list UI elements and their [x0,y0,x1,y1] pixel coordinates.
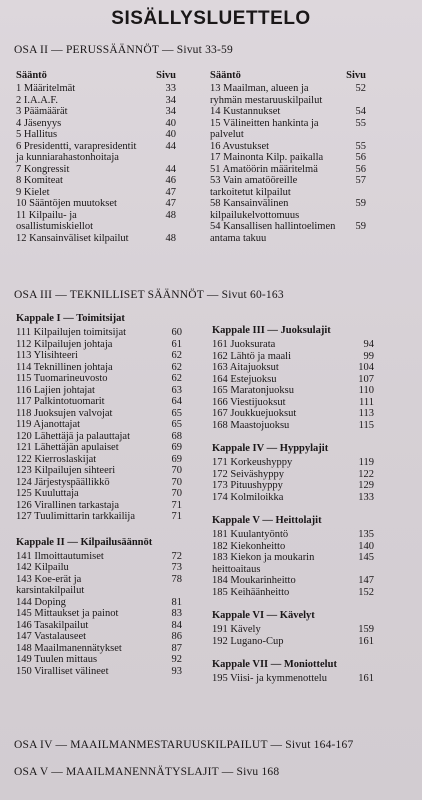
toc-entry-page: 65 [171,419,182,430]
toc-entry-title: 125 Kuuluttaja [16,488,79,499]
toc-entry-page: 94 [363,339,374,350]
toc-entry [16,477,182,489]
chapters-column-right [212,325,374,685]
section-osa-ii: OSA II — PERUSSÄÄNNÖT — Sivut 33-59 [14,44,233,56]
toc-entry-page: 147 [358,575,374,586]
toc-entry-title: 53 Vain amatööreille tarkoitetut kilpailut [210,175,298,198]
toc-entry-title: 184 Moukarinheitto [212,575,296,586]
toc-entry [16,654,182,666]
toc-entry-title: 146 Tasakilpailut [16,619,89,631]
toc-entry [16,500,182,512]
toc-entry-page: 70 [171,465,182,476]
toc-entry [16,551,182,563]
toc-entry [16,339,182,351]
toc-entry-title: 58 Kansainvälinen kilpailukelvottomuus [210,198,300,221]
toc-entry [16,454,182,466]
toc-entry-title: 54 Kansallisen hallintoelimen antama takuu [210,221,336,244]
toc-entry [16,666,182,678]
toc-entry-title: 5 Hallitus [16,129,58,140]
toc-entry-title: 124 Järjestyspäällikkö [16,476,110,488]
toc-entry [212,624,374,636]
toc-entry-title: 117 Palkintotuomarit [16,396,105,407]
toc-entry-page: 93 [171,665,182,677]
toc-entry [16,187,176,199]
toc-entry [212,351,374,363]
toc-entry-page: 55 [355,140,366,152]
section-osa-iv: OSA IV — MAAILMANMESTARUUSKILPAILUT — Sivut 164-167 [14,739,354,751]
page-title: SISÄLLYSLUETTELO [111,8,311,29]
toc-entry [16,106,176,118]
toc-entry-title: 3 Päämäärät [16,106,68,117]
toc-entry-title: 185 Keihäänheitto [212,586,290,598]
toc-entry-title: 141 Ilmoittautumiset [16,550,104,562]
toc-entry [212,575,374,587]
toc-entry-page: 70 [171,488,182,499]
toc-entry [16,643,182,655]
toc-entry-page: 65 [171,407,182,419]
toc-entry [212,385,374,397]
toc-entry [16,233,176,245]
toc-entry-title: 166 Viestijuoksut [212,396,286,408]
toc-entry-title: 150 Viralliset välineet [16,665,109,677]
toc-entry-page: 44 [165,140,176,152]
toc-entry [16,419,182,431]
toc-entry-title: 17 Mainonta Kilp. paikalla [210,152,324,163]
toc-entry [212,457,374,469]
toc-entry-title: 148 Maailmanennätykset [16,642,122,654]
rules-column-left [16,70,176,244]
toc-entry-page: 115 [358,419,374,431]
toc-entry-page: 133 [358,491,374,503]
toc-entry-page: 73 [171,562,182,573]
section-osa-v: OSA V — MAAILMANENNÄTYSLAJIT — Sivu 168 [14,766,280,778]
toc-entry-title: 113 Ylisihteeri [16,350,78,361]
chapter-heading: Kappale V — Heittolajit [212,515,322,526]
toc-entry-title: 161 Juoksurata [212,339,276,350]
chapter-heading: Kappale I — Toimitsijat [16,313,125,324]
toc-entry [212,529,374,541]
toc-entry-title: 121 Lähettäjän apulaiset [16,442,119,453]
toc-entry-title: 147 Vastalauseet [16,631,87,642]
toc-entry-title: 145 Mittaukset ja painot [16,608,119,619]
toc-entry-title: 142 Kilpailu [16,562,69,573]
toc-entry-page: 145 [358,552,374,563]
toc-entry-page: 159 [358,624,374,635]
toc-entry [210,175,366,198]
toc-entry-page: 34 [165,106,176,117]
toc-entry-page: 84 [171,619,182,631]
rules-header-right [210,70,366,83]
toc-entry [16,210,176,233]
toc-entry-title: 14 Kustannukset [210,106,281,117]
toc-entry [212,492,374,504]
toc-entry [212,469,374,481]
chapter-heading: Kappale VII — Moniottelut [212,659,337,670]
toc-entry [16,95,176,107]
toc-entry-title: 4 Jäsenyys [16,117,62,129]
toc-entry [210,221,366,244]
toc-entry-title: 181 Kuulantyöntö [212,529,289,540]
rules-header-left [16,70,176,83]
toc-entry [16,431,182,443]
toc-entry-title: 51 Amatöörin määritelmä [210,163,318,175]
toc-entry-title: 7 Kongressit [16,163,70,175]
toc-entry-page: 55 [355,117,366,129]
toc-entry-title: 165 Maratonjuoksu [212,385,294,396]
toc-entry [16,511,182,523]
toc-entry-page: 40 [165,117,176,129]
toc-entry [212,362,374,374]
toc-entry-page: 47 [165,186,176,198]
header-saanto: Sääntö [210,70,241,81]
toc-entry [212,374,374,386]
toc-entry-title: 163 Aitajuoksut [212,362,279,373]
toc-entry [16,488,182,500]
toc-entry-page: 71 [171,499,182,511]
toc-entry-page: 69 [171,453,182,465]
toc-entry-title: 127 Tuulimittarin tarkkailija [16,511,135,522]
toc-entry-title: 15 Välineitten hankinta ja palvelut [210,117,319,140]
toc-entry [212,673,374,685]
toc-entry [210,83,366,106]
toc-entry-title: 144 Doping [16,596,66,608]
toc-entry-page: 83 [171,608,182,619]
toc-entry-title: 122 Kierroslaskijat [16,453,97,465]
toc-entry [16,141,176,164]
toc-entry-page: 68 [171,430,182,442]
toc-entry [210,118,366,141]
toc-entry-page: 135 [358,529,374,540]
toc-entry [210,106,366,118]
toc-entry-page: 161 [358,635,374,647]
toc-entry [16,442,182,454]
toc-entry-page: 62 [171,350,182,361]
toc-entry [212,420,374,432]
toc-entry-page: 34 [165,94,176,106]
toc-entry [16,327,182,339]
chapter-heading: Kappale IV — Hyppylajit [212,443,329,454]
toc-entry-page: 99 [363,350,374,362]
toc-entry-page: 57 [355,175,366,186]
toc-entry-page: 47 [165,198,176,209]
toc-entry [16,408,182,420]
toc-entry-page: 119 [358,457,374,468]
toc-entry-page: 69 [171,442,182,453]
toc-entry-title: 111 Kilpailujen toimitsijat [16,327,127,338]
toc-entry-title: 114 Teknillinen johtaja [16,361,113,373]
toc-entry-title: 2 I.A.A.F. [16,94,59,106]
chapter-heading: Kappale II — Kilpailusäännöt [16,536,153,548]
toc-entry-page: 54 [355,106,366,117]
toc-entry-page: 152 [358,586,374,598]
toc-entry-page: 71 [171,511,182,522]
chapters-column-left [16,313,182,677]
toc-entry-title: 12 Kansainväliset kilpailut [16,232,129,244]
toc-entry [212,636,374,648]
toc-entry-page: 44 [165,163,176,175]
toc-entry-page: 110 [358,385,374,396]
toc-entry-title: 192 Lugano-Cup [212,635,284,647]
toc-entry-title: 191 Kävely [212,624,261,635]
toc-entry-title: 126 Virallinen tarkastaja [16,499,119,511]
toc-entry-title: 119 Ajanottajat [16,419,81,430]
toc-entry-page: 61 [171,338,182,350]
toc-entry-title: 10 Sääntöjen muutokset [16,198,117,209]
toc-entry-page: 81 [171,596,182,608]
toc-entry-title: 173 Pituushyppy [212,480,283,491]
toc-entry-title: 8 Komiteat [16,175,63,186]
toc-entry-title: 115 Tuomarineuvosto [16,373,108,384]
toc-entry [212,408,374,420]
toc-entry-page: 70 [171,476,182,488]
toc-entry-title: 168 Maastojuoksu [212,419,290,431]
toc-entry-page: 62 [171,361,182,373]
toc-entry [16,465,182,477]
toc-entry-title: 112 Kilpailujen johtaja [16,338,113,350]
toc-entry [16,164,176,176]
toc-entry-page: 62 [171,373,182,384]
toc-entry-title: 6 Presidentti, varapresidentit ja kunniarahastonhoitaja [16,140,137,163]
toc-entry [16,396,182,408]
chapter-heading: Kappale III — Juoksulajit [212,325,331,336]
toc-entry-page: 59 [355,198,366,209]
toc-entry-title: 172 Seiväshyppy [212,468,285,480]
toc-entry [212,541,374,553]
toc-entry [16,620,182,632]
toc-entry [16,562,182,574]
toc-entry-page: 52 [355,83,366,94]
toc-entry-page: 104 [358,362,374,373]
header-sivu: Sivu [346,70,366,81]
toc-entry-title: 123 Kilpailujen sihteeri [16,465,116,476]
toc-entry-page: 48 [165,209,176,221]
toc-entry [212,339,374,351]
toc-entry-title: 162 Lähtö ja maali [212,350,292,362]
toc-entry [16,83,176,95]
toc-entry-page: 48 [165,232,176,244]
toc-entry [16,385,182,397]
toc-entry-page: 72 [171,550,182,562]
toc-entry-title: 16 Avustukset [210,140,270,152]
toc-entry [212,397,374,409]
toc-entry-title: 1 Määritelmät [16,83,76,94]
toc-entry [16,129,176,141]
toc-entry-page: 113 [358,408,374,419]
toc-entry-page: 33 [165,83,176,94]
toc-entry [16,373,182,385]
toc-entry-title: 120 Lähettäjä ja palauttajat [16,430,130,442]
toc-entry [210,152,366,164]
toc-entry-title: 171 Korkeushyppy [212,457,293,468]
toc-entry [210,198,366,221]
toc-entry-title: 164 Estejuoksu [212,373,277,385]
toc-entry-title: 143 Koe-erät ja karsintakilpailut [16,573,85,596]
toc-entry-page: 86 [171,631,182,642]
toc-entry-title: 149 Tuulen mittaus [16,654,98,665]
toc-entry-title: 183 Kiekon ja moukarin heittoaitaus [212,552,315,575]
toc-entry [16,362,182,374]
header-saanto: Sääntö [16,70,47,81]
toc-entry [212,587,374,599]
rules-column-right [210,70,366,244]
section-osa-iii: OSA III — TEKNILLISET SÄÄNNÖT — Sivut 60-163 [14,289,284,301]
toc-entry-page: 60 [171,327,182,338]
toc-entry [210,164,366,176]
toc-entry [212,552,374,575]
toc-entry-page: 56 [355,163,366,175]
toc-entry-title: 174 Kolmiloikka [212,491,284,503]
toc-entry-title: 182 Kiekonheitto [212,540,286,552]
toc-entry-title: 195 Viisi- ja kymmenottelu [212,673,327,684]
toc-entry-title: 13 Maailman, alueen ja ryhmän mestaruuskilpailut [210,83,323,106]
toc-entry [210,141,366,153]
toc-entry-page: 64 [171,396,182,407]
toc-entry [16,350,182,362]
toc-entry-page: 92 [171,654,182,665]
toc-entry [16,574,182,597]
toc-entry-page: 129 [358,480,374,491]
toc-entry [16,198,176,210]
toc-entry [16,175,176,187]
toc-entry-page: 40 [165,129,176,140]
toc-entry-page: 87 [171,642,182,654]
toc-entry-page: 107 [358,373,374,385]
toc-entry [16,597,182,609]
toc-entry-page: 78 [171,573,182,585]
chapter-heading: Kappale VI — Kävelyt [212,610,315,621]
toc-entry-page: 46 [165,175,176,186]
toc-entry-title: 11 Kilpailu- ja osallistumiskiellot [16,209,94,232]
toc-entry-page: 140 [358,540,374,552]
toc-entry-page: 111 [359,396,374,408]
toc-entry [212,480,374,492]
toc-entry-title: 9 Kielet [16,186,50,198]
toc-entry [16,118,176,130]
toc-entry-page: 56 [355,152,366,163]
toc-entry-page: 161 [358,673,374,684]
toc-entry-title: 116 Lajien johtajat [16,384,95,396]
toc-entry [16,608,182,620]
toc-entry-page: 59 [355,221,366,232]
toc-entry [16,631,182,643]
toc-entry-title: 167 Joukkuejuoksut [212,408,297,419]
toc-entry-page: 63 [171,384,182,396]
toc-entry-page: 122 [358,468,374,480]
toc-entry-title: 118 Juoksujen valvojat [16,407,113,419]
header-sivu: Sivu [156,70,176,81]
